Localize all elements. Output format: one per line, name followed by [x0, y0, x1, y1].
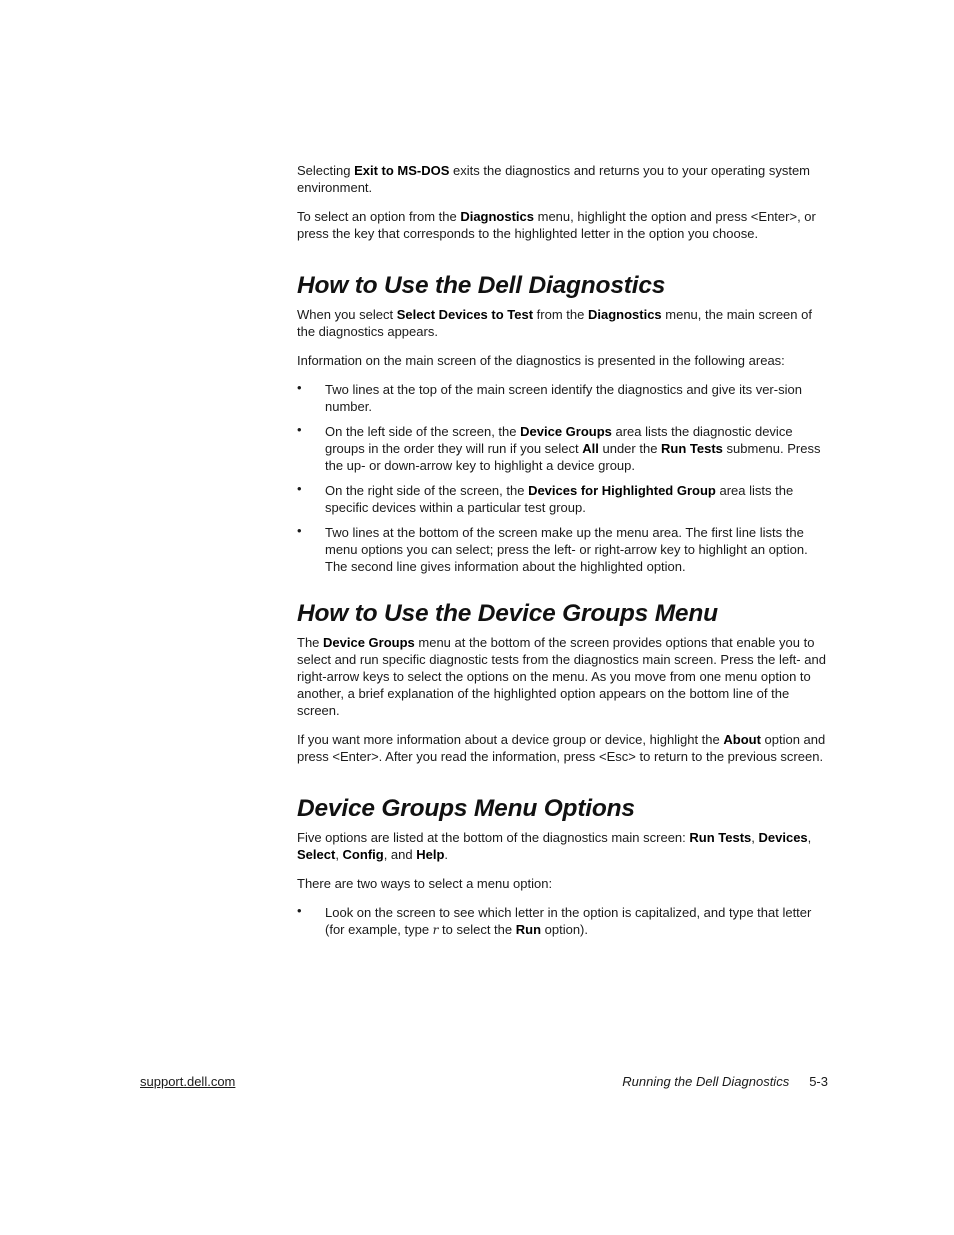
intro-paragraph-select: To select an option from the Diagnostics menu, highlight the option and press <Enter>, or press the key that corresponds to the highlighted letter in the option you choose. — [297, 209, 816, 241]
list-item: • Two lines at the top of the main screen identify the diagnostics and give its ver-sion number. — [297, 380, 802, 414]
list-item: • Two lines at the bottom of the screen make up the menu area. The first line lists the menu options you can select; press the left- or right-arrow key to highlight an option. The second line gives information about the highlighted option. — [297, 523, 808, 574]
section1-bullet-list — [297, 381, 831, 575]
section3-paragraph-options: Five options are listed at the bottom of the diagnostics main screen: Run Tests, Devices, Select, Config, and Help. — [297, 830, 812, 862]
page-content — [297, 162, 831, 947]
section1-paragraph-main-screen: When you select Select Devices to Test from the Diagnostics menu, the main screen of the diagnostics appears. — [297, 307, 812, 339]
bullet-icon: • — [297, 422, 302, 437]
section2-paragraph-about: If you want more information about a device group or device, highlight the About option and press <Enter>. After you read the information, press <Esc> to return to the previous screen. — [297, 732, 826, 764]
list-item: • On the left side of the screen, the Device Groups area lists the diagnostic device groups in the order they will run if you select All under the Run Tests submenu. Press the up- or down-arrow key to highlight a device group. — [297, 422, 821, 473]
page-number: 5-3 — [809, 1074, 828, 1089]
page-footer — [622, 1074, 828, 1089]
support-link[interactable]: support.dell.com — [140, 1074, 236, 1089]
list-item: • Look on the screen to see which letter in the option is capitalized, and type that letter (for example, type r to select the Run option). — [297, 903, 812, 937]
chapter-title: Running the Dell Diagnostics — [622, 1074, 790, 1089]
bullet-icon: • — [297, 903, 302, 918]
heading-how-to-use-device-groups-menu: How to Use the Device Groups Menu — [297, 600, 718, 627]
bullet-icon: • — [297, 380, 302, 395]
intro-paragraph-exit: Selecting Exit to MS-DOS exits the diagnostics and returns you to your operating system environment. — [297, 163, 811, 195]
section1-paragraph-areas: Information on the main screen of the diagnostics is presented in the following areas: — [297, 353, 785, 368]
section3-paragraph-two-ways: There are two ways to select a menu option: — [297, 876, 553, 891]
bullet-icon: • — [297, 481, 302, 496]
list-item: • On the right side of the screen, the Devices for Highlighted Group area lists the specific devices within a particular test group. — [297, 481, 794, 515]
section3-bullet-list — [297, 904, 831, 939]
bullet-icon: • — [297, 523, 302, 538]
heading-device-groups-menu-options: Device Groups Menu Options — [297, 795, 635, 822]
section2-paragraph-menu: The Device Groups menu at the bottom of the screen provides options that enable you to select and run specific diagnostic tests from the diagnostics main screen. Press the left- and right-arrow keys to select the options on the menu. As you move from one menu option to another, a brief explanation of the highlighted option appears on the bottom line of the screen. — [297, 635, 826, 718]
heading-how-to-use-dell-diagnostics: How to Use the Dell Diagnostics — [297, 272, 666, 299]
